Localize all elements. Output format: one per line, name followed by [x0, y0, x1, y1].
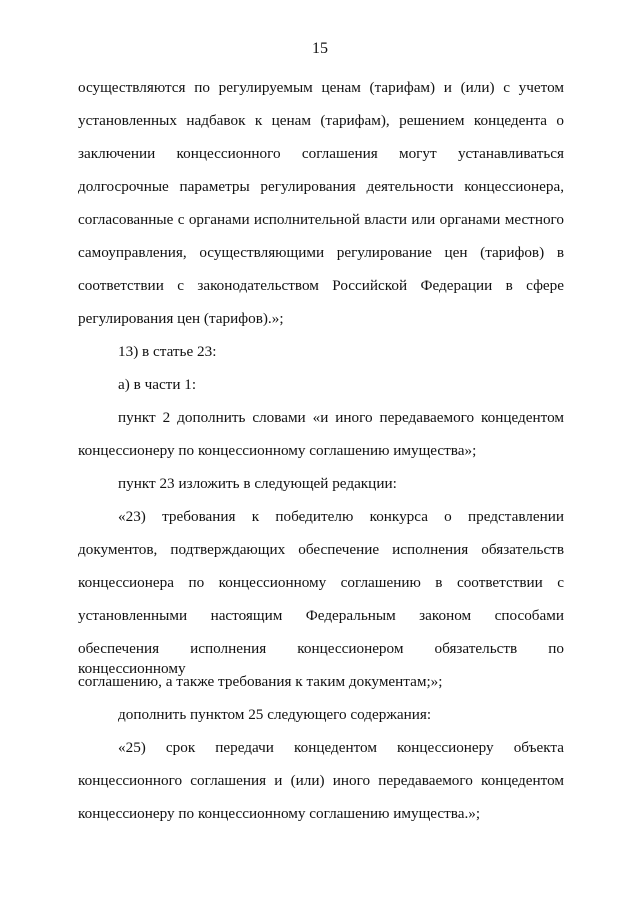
- text-line: соглашению, а также требования к таким документам;»;: [78, 673, 443, 690]
- text-line: дополнить пунктом 25 следующего содержания:: [118, 706, 432, 723]
- text-line: «23) требования к победителю конкурса о представлении: [118, 508, 564, 525]
- text-line: осуществляются по регулируемым ценам (тарифам) и (или) с учетом: [78, 79, 564, 96]
- text-line: установленными настоящим Федеральным законом способами: [78, 607, 564, 624]
- text-line: концессионеру по концессионному соглашению имущества»;: [78, 442, 477, 459]
- text-line: регулирования цен (тарифов).»;: [78, 310, 284, 327]
- text-line: заключении концессионного соглашения могут устанавливаться: [78, 145, 564, 162]
- text-line: обеспечения исполнения концессионером обязательств по концессионному: [78, 640, 564, 677]
- text-line: пункт 23 изложить в следующей редакции:: [118, 475, 397, 492]
- text-line: соответствии с законодательством Российской Федерации в сфере: [78, 277, 564, 294]
- text-line: согласованные с органами исполнительной власти или органами местного: [78, 211, 564, 228]
- text-line: а) в части 1:: [118, 376, 197, 393]
- text-line: самоуправления, осуществляющими регулирование цен (тарифов) в: [78, 244, 564, 261]
- text-line: документов, подтверждающих обеспечение исполнения обязательств: [78, 541, 564, 558]
- text-line: концессионера по концессионному соглашению в соответствии с: [78, 574, 564, 591]
- text-line: установленных надбавок к ценам (тарифам), решением концедента о: [78, 112, 564, 129]
- text-line: пункт 2 дополнить словами «и иного передаваемого концедентом: [118, 409, 564, 426]
- text-line: концессионного соглашения и (или) иного передаваемого концедентом: [78, 772, 564, 789]
- text-line: долгосрочные параметры регулирования деятельности концессионера,: [78, 178, 564, 195]
- text-line: «25) срок передачи концедентом концессионеру объекта: [118, 739, 564, 756]
- text-line: 13) в статье 23:: [118, 343, 217, 360]
- page-number: 15: [312, 40, 328, 57]
- text-line: концессионеру по концессионному соглашению имущества.»;: [78, 805, 481, 822]
